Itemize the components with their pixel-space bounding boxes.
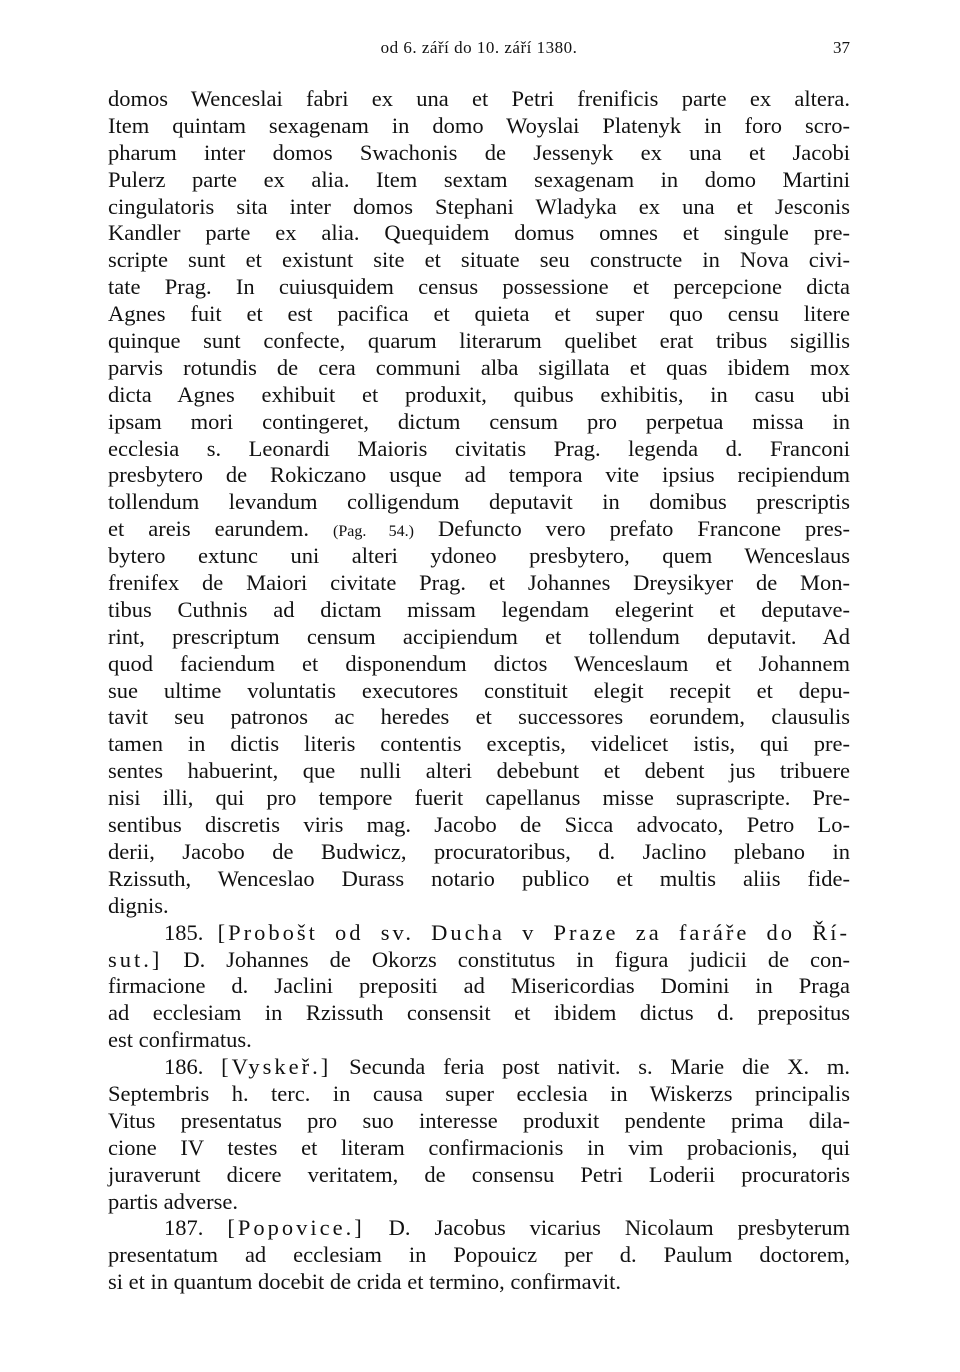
text-line: ecclesia s. Leonardi Maioris civitatis Prag. legenda d. Franconi	[108, 435, 850, 461]
text-line: domos Wenceslai fabri ex una et Petri frenificis parte ex altera.	[108, 86, 850, 111]
text-line: presentatum ad ecclesiam in Popouicz per d. Paulum doctorem,	[108, 1242, 850, 1268]
text-line: pharum inter domos Swachonis de Jessenyk ex una et Jacobi	[108, 139, 850, 165]
text-segment: 187.	[164, 1215, 228, 1241]
text-line	[108, 1054, 850, 1081]
text-line: ad ecclesiam in Rzissuth consensit et ibidem dictus d. prepositus	[108, 1000, 850, 1026]
text-line: bytero extunc uni alteri ydoneo presbytero, quem Wenceslaus	[108, 543, 850, 569]
text-line: rint, prescriptum censum accipiendum et tollendum deputavit. Ad	[108, 623, 850, 649]
text-line: partis adverse.	[108, 1188, 238, 1214]
running-head: od 6. září do 10. září 1380.	[380, 38, 578, 57]
text-line: dicta Agnes exhibuit et produxit, quibus exhibitis, in casu ubi	[108, 381, 850, 407]
text-line: tavit seu patronos ac heredes et successores eorundem, clausulis	[108, 704, 850, 730]
text-line: dignis.	[108, 892, 169, 918]
text-line: si et in quantum docebit de crida et termino, confirmavit.	[108, 1269, 621, 1295]
entry-heading: [Popovice.]	[227, 1215, 365, 1241]
text-line	[108, 516, 850, 543]
text-line: derii, Jacobo de Budwicz, procuratoribus, d. Jaclino plebano in	[108, 838, 850, 864]
entry-heading: [Probošt od sv. Ducha v Praze za faráře do Ří-	[217, 919, 851, 945]
text-segment: 186.	[164, 1054, 222, 1080]
text-line	[108, 1215, 850, 1242]
text-line: Kandler parte ex alia. Quequidem domus omnes et singule pre-	[108, 220, 850, 246]
text-line	[108, 920, 850, 947]
text-line: est confirmatus.	[108, 1027, 252, 1053]
text-line	[108, 947, 850, 974]
text-line: cione IV testes et literam confirmacionis in vim probacionis, qui	[108, 1134, 850, 1160]
text-line: presbytero de Rokiczano usque ad tempora vite ipsius recipiendum	[108, 462, 850, 488]
text-line: ipsam mori contingeret, dictum censum pro perpetua missa in	[108, 408, 850, 434]
text-segment: 185.	[164, 919, 218, 945]
text-line: juraverunt dicere veritatem, de consensu Petri Loderii procuratoris	[108, 1161, 850, 1187]
text-line: Agnes fuit et est pacifica et quieta et super quo censu litere	[108, 301, 850, 327]
text-segment: Defuncto vero prefato Francone pres-	[414, 516, 850, 542]
entry-heading: [Vyskeř.]	[221, 1054, 332, 1080]
text-line: nisi illi, qui pro tempore fuerit capellanus misse suprascripte. Pre-	[108, 785, 850, 811]
text-line: Vitus presentatus pro suo interesse produxit pendente prima dila-	[108, 1107, 850, 1133]
text-line: tollendum levandum colligendum deputavit in domibus prescriptis	[108, 489, 850, 515]
text-segment: D. Johannes de Okorzs constitutus in figura judicii de con-	[162, 946, 850, 972]
text-line: Pulerz parte ex alia. Item sextam sexagenam in domo Martini	[108, 166, 850, 192]
text-line: scripte sunt et existunt site et situate seu constructe in Nova civi-	[108, 247, 850, 273]
page-reference: (Pag. 54.)	[332, 523, 414, 541]
text-line: Septembris h. terc. in causa super ecclesia in Wiskerzs principalis	[108, 1080, 850, 1106]
text-line: sue ultime voluntatis executores constituit elegit recepit et depu-	[108, 677, 850, 703]
text-line: quod faciendum et disponendum dictos Wenceslaum et Johannem	[108, 650, 850, 676]
text-line: Item quintam sexagenam in domo Woyslai Platenyk in foro scro-	[108, 112, 850, 138]
text-line: cingulatoris sita inter domos Stephani Wladyka ex una et Jesconis	[108, 193, 850, 219]
text-line: tibus Cuthnis ad dictam missam legendam elegerint et deputave-	[108, 596, 850, 622]
text-line: tamen in dictis literis contentis exceptis, videlicet istis, qui pre-	[108, 731, 850, 757]
text-segment: Secunda feria post nativit. s. Marie die X. m.	[331, 1054, 851, 1080]
body-text	[108, 86, 850, 1296]
text-line: quinque sunt confecte, quarum literarum quelibet erat tribus sigillis	[108, 328, 850, 354]
text-segment: et areis earundem.	[108, 516, 333, 542]
entry-heading: sut.]	[108, 946, 163, 972]
page-header	[108, 38, 850, 62]
text-line: frenifex de Maiori civitate Prag. et Johannes Dreysikyer de Mon-	[108, 570, 850, 596]
text-line: firmacione d. Jaclini prepositi ad Misericordias Domini in Praga	[108, 973, 850, 999]
text-line: Rzissuth, Wenceslao Durass notario publico et multis aliis fide-	[108, 865, 850, 891]
text-line: tate Prag. In cuiusquidem census possessione et percepcione dicta	[108, 274, 850, 300]
text-line: parvis rotundis de cera communi alba sigillata et quas ibidem mox	[108, 354, 850, 380]
page-number: 37	[833, 38, 850, 57]
text-line: sentes habuerint, que nulli alteri debebunt et debent jus tribuere	[108, 758, 850, 784]
text-segment: D. Jacobus vicarius Nicolaum presbyterum	[364, 1215, 851, 1241]
text-line: sentibus discretis viris mag. Jacobo de Sicca advocato, Petro Lo-	[108, 812, 850, 838]
